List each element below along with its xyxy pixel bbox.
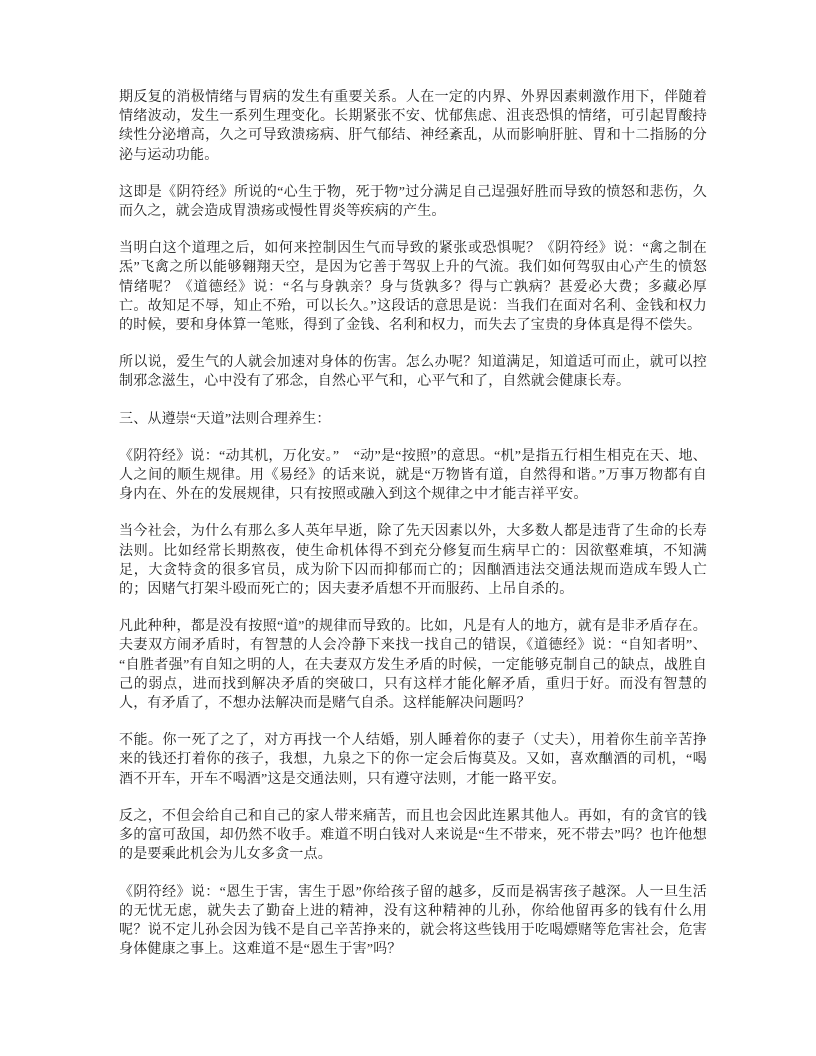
paragraph: 《阴符经》说：“动其机，万化安。” “动”是“按照”的意思。“机”是指五行相生相克在天、地、人之间的顺生规律。用《易经》的话来说，就是“万物皆有道，自然得和谐。”万事万物都有自身内在、外在的发展规律，只有按照或融入到这个规律之中才能吉祥平安。 bbox=[119, 448, 707, 503]
paragraph: 不能。你一死了之了，对方再找一个人结婚，别人睡着你的妻子（丈夫），用着你生前辛苦挣来的钱还打着你的孩子，我想，九泉之下的你一定会后悔莫及。又如，喜欢酗酒的司机，“喝酒不开车，开车不喝酒”这是交通法则，只有遵守法则，才能一路平安。 bbox=[119, 733, 707, 787]
document-body bbox=[119, 88, 707, 977]
section-heading: 三、从遵崇“天道”法则合理养生： bbox=[119, 411, 331, 427]
paragraph: 这即是《阴符经》所说的“心生于物，死于物”过分满足自己逞强好胜而导致的愤怒和悲伤，久而久之，就会造成胃溃疡或慢性胃炎等疾病的产生。 bbox=[119, 184, 707, 220]
paragraph: 当今社会，为什么有那么多人英年早逝，除了先天因素以外，大多数人都是违背了生命的长寿法则。比如经常长期熬夜，使生命机体得不到充分修复而生病早亡的：因欲壑难填，不知满足，大贪特贪的很多官员，成为阶下囚而抑郁而亡的；因酗酒违法交通法规而造成车毁人亡的；因赌气打架斗殴而死亡的；因夫妻矛盾想不开而服药、上吊自杀的。 bbox=[119, 524, 707, 598]
paragraph: 期反复的消极情绪与胃病的发生有重要关系。人在一定的内界、外界因素刺激作用下，伴随着情绪波动，发生一系列生理变化。长期紧张不安、忧郁焦虑、沮丧恐惧的情绪，可引起胃酸持续性分泌增高，久之可导致溃疡病、肝气郁结、神经紊乱，从而影响肝脏、胃和十二指肠的分泌与运动功能。 bbox=[119, 90, 707, 163]
paragraph: 《阴符经》说：“恩生于害，害生于恩”你给孩子留的越多，反而是祸害孩子越深。人一旦生活的无忧无虑，就失去了勤奋上进的精神，没有这种精神的儿孙，你给他留再多的钱有什么用呢？说不定儿孙会因为钱不是自己辛苦挣来的，就会将这些钱用于吃喝嫖赌等危害社会，危害身体健康之事上。这难道不是“恩生于害”吗？ bbox=[119, 884, 707, 958]
paragraph: 所以说，爱生气的人就会加速对身体的伤害。怎么办呢？知道满足，知道适可而止，就可以控制邪念滋生，心中没有了邪念，自然心平气和，心平气和了，自然就会健康长寿。 bbox=[119, 355, 707, 390]
paragraph: 当明白这个道理之后，如何来控制因生气而导致的紧张或恐惧呢？《阴符经》说：“禽之制在炁”飞禽之所以能够翱翔天空，是因为它善于驾驭上升的气流。我们如何驾驭由心产生的愤怒情绪呢？《道德经》说：“名与身孰亲？身与货孰多？得与亡孰病？甚爱必大费；多藏必厚亡。故知足不辱，知止不殆，可以长久。”这段话的意思是说：当我们在面对名利、金钱和权力的时候，要和身体算一笔账，得到了金钱、名利和权力，而失去了宝贵的身体真是得不偿失。 bbox=[119, 241, 707, 334]
paragraph: 凡此种种，都是没有按照“道”的规律而导致的。比如，凡是有人的地方，就有是非矛盾存在。夫妻双方闹矛盾时，有智慧的人会冷静下来找一找自己的错误，《道德经》说：“自知者明”、“自胜者强”有自知之明的人，在夫妻双方发生矛盾的时候，一定能够克制自己的缺点，战胜自己的弱点，进而找到解决矛盾的突破口，只有这样才能化解矛盾，重归于好。而没有智慧的人，有矛盾了，不想办法解决而是赌气自杀。这样能解决问题吗？ bbox=[119, 619, 707, 712]
paragraph: 反之，不但会给自己和自己的家人带来痛苦，而且也会因此连累其他人。再如，有的贪官的钱多的富可敌国，却仍然不收手。难道不明白钱对人来说是“生不带来，死不带去”吗？也许他想的是要乘此机会为儿女多贪一点。 bbox=[119, 808, 707, 863]
